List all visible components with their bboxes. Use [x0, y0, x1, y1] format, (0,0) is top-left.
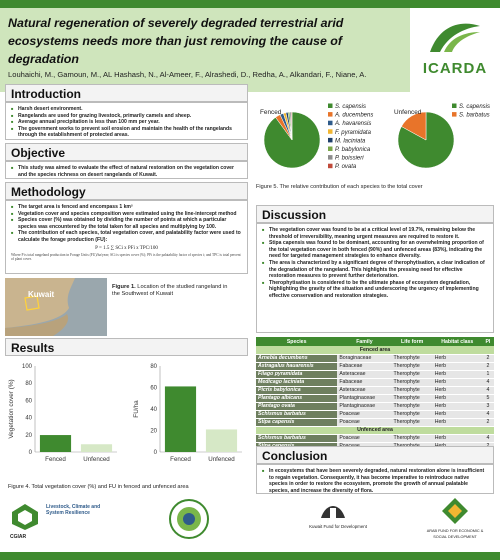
table-body: [256, 346, 494, 450]
x-tick-label: Unfenced: [208, 456, 235, 463]
methodology-bullet: ■ The target area is fenced and encompass 1 km²: [11, 204, 242, 211]
table-cell: Schismus barbatus: [256, 434, 337, 442]
results-heading: Results: [5, 338, 248, 356]
legend-swatch: [328, 138, 333, 143]
figure1-caption-label: Figure 1.: [112, 284, 136, 290]
forage-units-chart-svg: [130, 358, 250, 482]
methodology-bullet: ■ Species cover (%) was obtained by dividing the number of points at which a particular species was encountered by the total taken for all species and multiplying by 100.: [11, 217, 242, 230]
vegetation-cover-chart-svg: [5, 358, 125, 482]
table-cell: 3: [482, 402, 494, 410]
species-pie-charts-svg: [256, 96, 496, 182]
legend-swatch: [328, 164, 333, 169]
table-cell: Filago pyramidata: [256, 370, 337, 378]
y-tick-label: 80: [150, 364, 157, 370]
table-cell: Plantaginaceae: [337, 402, 391, 410]
table-cell: 2: [482, 354, 494, 362]
introduction-box: [5, 102, 248, 140]
figure1-caption-text: Location of the studied rangeland in the Southwest of Kuwait: [112, 284, 228, 297]
legend-swatch: [328, 104, 333, 109]
table-cell: 4: [482, 434, 494, 442]
table-cell: Asteraceae: [337, 370, 391, 378]
table-cell: 4: [482, 410, 494, 418]
table-row: [256, 354, 494, 362]
legend-swatch: [328, 112, 333, 117]
y-axis-label: Vegetation cover (%): [8, 379, 15, 439]
table-cell: Therophyte: [392, 386, 433, 394]
y-tick-label: 40: [150, 407, 157, 413]
table-row: [256, 370, 494, 378]
table-cell: 2: [482, 362, 494, 370]
table-header: Family: [337, 337, 391, 346]
objective-heading: Objective: [5, 143, 248, 161]
introduction-bullet: ■ Average annual precipitation is less than 100 mm per year.: [11, 119, 242, 126]
table-row: [256, 362, 494, 370]
table-header: Habitat class: [433, 337, 482, 346]
table-cell: 1: [482, 370, 494, 378]
table-row: [256, 378, 494, 386]
livestock-logo-text: Livestock, Climate and System Resilience: [46, 504, 101, 516]
table-cell: Therophyte: [392, 378, 433, 386]
x-tick-label: Unfenced: [83, 456, 110, 463]
bar-fenced: [40, 435, 71, 452]
legend-swatch: [328, 147, 333, 152]
table-header: Life form: [392, 337, 433, 346]
species-table: [256, 337, 494, 451]
y-tick-label: 60: [25, 398, 32, 405]
fu-formula: P = 1.5 ∑ SCi x PFi x TPC/100: [95, 245, 158, 251]
table-cell: Picris babylonica: [256, 386, 337, 394]
formula-note: Where P is total rangeland production in Forage Units (FU)/ha/year; SCi is species cover (%); PFi is the palatability factor of species i; and TPC is total percent of plant cover.: [11, 252, 241, 261]
pie-title: Unfenced: [394, 109, 422, 116]
y-tick-label: 60: [150, 385, 157, 392]
arab-fund-text: ARAB FUND FOR ECONOMIC & SOCIAL DEVELOPMENT: [426, 529, 484, 539]
objective-box: [5, 161, 248, 179]
arab-fund-logo-icon: [440, 496, 470, 526]
table-row: [256, 402, 494, 410]
table-cell: Herb: [433, 378, 482, 386]
table-cell: Therophyte: [392, 394, 433, 402]
legend-label: M. laciniata: [335, 138, 366, 145]
table-cell: Therophyte: [392, 354, 433, 362]
table-cell: Stipa capensis: [256, 418, 337, 426]
legend-label: A. havarensis: [335, 121, 372, 128]
table-cell: Herb: [433, 394, 482, 402]
legend-swatch: [328, 129, 333, 134]
table-cell: Arnebia decumbens: [256, 354, 337, 362]
legend-label: P. babylonica: [335, 147, 371, 153]
forage-units-chart: [130, 358, 250, 482]
discussion-heading: Discussion: [256, 205, 494, 223]
table-cell: Herb: [433, 370, 482, 378]
table-cell: Herb: [433, 386, 482, 394]
y-tick-label: 20: [150, 428, 157, 435]
table-cell: Poaceae: [337, 434, 391, 442]
table-cell: Therophyte: [392, 370, 433, 378]
table-cell: Therophyte: [392, 362, 433, 370]
table-row: [256, 394, 494, 402]
top-bar: [0, 0, 500, 8]
discussion-box: [256, 223, 494, 333]
introduction-bullet: ■ Harsh desert environment.: [11, 106, 242, 113]
table-cell: Therophyte: [392, 410, 433, 418]
methodology-heading: Methodology: [5, 182, 248, 200]
table-group-row: [256, 426, 494, 434]
table-cell: Herb: [433, 418, 482, 426]
table-cell: Herb: [433, 354, 482, 362]
partner-logos: [0, 494, 500, 552]
bar-unfenced: [81, 444, 112, 452]
bottom-bar: [0, 552, 500, 560]
table-cell: Poaceae: [337, 418, 391, 426]
introduction-bullet: ■ Rangelands are used for grazing livestock, primarily camels and sheep.: [11, 113, 242, 120]
table-group-row: [256, 346, 494, 354]
x-tick-label: Fenced: [170, 456, 191, 463]
y-axis-label: FU/ha: [133, 400, 140, 418]
table-cell: 5: [482, 394, 494, 402]
methodology-box: [5, 200, 248, 274]
vegetation-cover-chart: [5, 358, 125, 482]
kuwait-fund-text: Kuwait Fund for Development: [309, 524, 367, 529]
y-tick-label: 80: [25, 381, 32, 388]
table-row: [256, 418, 494, 426]
table-cell: Fabaceae: [337, 378, 391, 386]
discussion-bullet: ■ The vegetation cover was found to be at a critical level of 19.7%, remaining below the threshold of irreversibility, meaning urgent measures are required to restore it.: [262, 227, 488, 240]
table-header-row: [256, 337, 494, 346]
table-cell: Herb: [433, 362, 482, 370]
figure1-caption: [112, 284, 232, 298]
map-label-kuwait: Kuwait: [28, 290, 55, 299]
legend-label: P. boissieri: [335, 155, 364, 162]
icarda-logo-icon: [426, 18, 484, 56]
table-cell: 2: [482, 418, 494, 426]
table-cell: Plantago ovata: [256, 402, 337, 410]
introduction-bullet: ■ The government works to prevent soil erosion and maintain the health of the rangelands through the establishment of protected areas.: [11, 126, 242, 139]
table-header: Species: [256, 337, 337, 346]
authors-line: Louhaichi, M., Gamoun, M., AL Hashash, N., Al-Ameer, F., Alrashedi, D., Redha, A., Alkandari, F., Niane, A.: [8, 70, 367, 79]
y-tick-label: 100: [21, 364, 32, 370]
legend-swatch: [328, 155, 333, 160]
table-cell: Boraginaceae: [337, 354, 391, 362]
figure4-caption: Figure 4. Total vegetation cover (%) and FU in fenced and unfenced area: [8, 484, 189, 490]
table-cell: 4: [482, 378, 494, 386]
table-cell: Therophyte: [392, 402, 433, 410]
y-tick-label: 40: [25, 415, 32, 422]
figure5-caption: Figure 5. The relative contribution of each species to the total cover: [256, 184, 423, 190]
table-row: [256, 386, 494, 394]
table-cell: Herb: [433, 410, 482, 418]
table-header: PI: [482, 337, 494, 346]
x-tick-label: Fenced: [45, 456, 66, 463]
ministry-seal: [168, 498, 210, 540]
bar-fenced: [165, 386, 196, 452]
conclusion-bullet: ■ In ecosystems that have been severely degraded, natural restoration alone is insufficient to regain vegetation. Consequently, it has become imperative to reintroduce native species in order to restore the ecosystem, promote the growth of annual palatable species, and increase the diversity of flora.: [262, 468, 488, 494]
legend-label: F. pyramidata: [335, 129, 371, 136]
table-cell: Therophyte: [392, 418, 433, 426]
y-tick-label: 0: [28, 450, 32, 456]
table-cell: Astragalus hauarensis: [256, 362, 337, 370]
cgiar-logo-text: CGIAR: [10, 534, 27, 540]
table-cell: 4: [482, 386, 494, 394]
table-cell: Asteraceae: [337, 386, 391, 394]
map-terrain: [5, 278, 107, 336]
table-cell: Herb: [433, 402, 482, 410]
table-cell: Plantaginaceae: [337, 394, 391, 402]
bar-unfenced: [206, 429, 237, 452]
conclusion-box: [256, 464, 494, 494]
legend-label: P. ovata: [335, 164, 357, 171]
poster-title: Natural regeneration of severely degraded terrestrial arid ecosystems needs more than just removing the cause of degradation: [8, 16, 344, 66]
objective-bullet: ■ This study was aimed to evaluate the effect of natural restoration on the vegetation cover and the species richness on desert rangelands of Kuwait.: [11, 165, 242, 178]
legend-label: S. barbatus: [459, 112, 490, 119]
table-cell: Herb: [433, 434, 482, 442]
y-tick-label: 20: [25, 432, 32, 439]
legend-swatch: [452, 104, 457, 109]
legend-label: S. capensis: [335, 104, 367, 110]
legend-swatch: [452, 112, 457, 117]
table-cell: Fabaceae: [337, 362, 391, 370]
pie-title: Fenced: [260, 109, 282, 116]
kuwait-fund-logo-icon: [318, 498, 348, 522]
introduction-heading: Introduction: [5, 84, 248, 102]
table-cell: Plantago albicans: [256, 394, 337, 402]
legend-label: S. capensis: [459, 104, 491, 110]
table-group-label: Fenced area: [256, 346, 494, 354]
discussion-bullet: ■ Therophytisation is considered to be the ultimate phase of ecosystem degradation, highlighting the gravity of the situation and underscoring the urgency of implementing effective conservation and restoration strategies.: [262, 280, 488, 300]
icarda-logo-text: ICARDA: [422, 60, 488, 77]
table-cell: Poaceae: [337, 410, 391, 418]
table-cell: Therophyte: [392, 434, 433, 442]
conclusion-heading: Conclusion: [256, 446, 494, 464]
y-tick-label: 0: [153, 450, 157, 456]
legend-label: A. ducembens: [335, 112, 374, 119]
discussion-bullet: ■ Stipa capensis was found to be dominant, accounting for an overwhelming proportion of the total vegetation cover in both fenced (90%) and unfenced areas (83%), indicating the need for targeted management strategies to enhance diversity.: [262, 240, 488, 260]
cgiar-logo-icon: [8, 502, 42, 532]
table-row: [256, 410, 494, 418]
methodology-bullet: ■ Vegetation cover and species composition were estimated using the line-intercept method: [11, 211, 242, 218]
methodology-bullet: ■ The contribution of each species, total vegetation cover, and palatability factor were used to calculate the forage production (FU):: [11, 230, 242, 243]
table-group-label: Unfenced area: [256, 426, 494, 434]
discussion-bullet: ■ The area is characterized by a significant degree of therophytisation, a clear indication of the degradation of the rangeland. This highlights the pressing need for effective restoration measures to prevent further deterioration.: [262, 260, 488, 280]
species-pie-charts: [256, 96, 496, 182]
table-row: [256, 434, 494, 442]
kuwait-map: [5, 278, 107, 336]
table-cell: Schismus barbatus: [256, 410, 337, 418]
legend-swatch: [328, 121, 333, 126]
table-cell: Medicago laciniata: [256, 378, 337, 386]
